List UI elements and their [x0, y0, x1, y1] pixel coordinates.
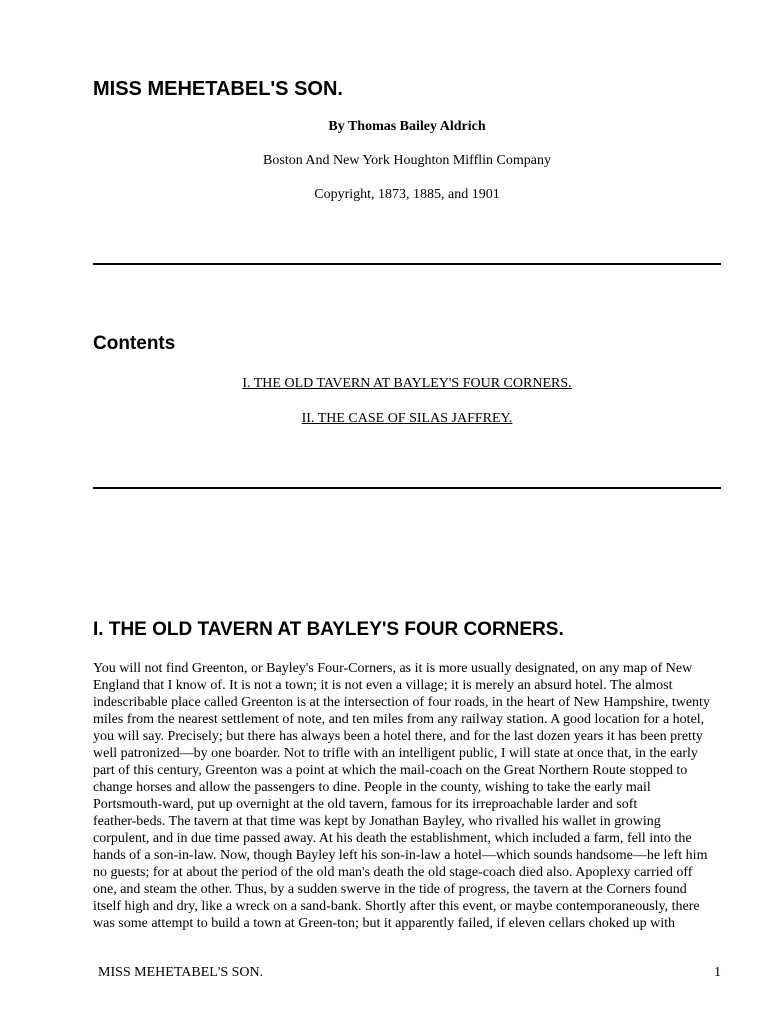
text-line: Portsmouth-ward, put up overnight at the old tavern, famous for its irreproachable larder and soft [93, 797, 638, 812]
publisher-line: Boston And New York Houghton Mifflin Company [263, 153, 551, 168]
author-byline: By Thomas Bailey Aldrich [328, 119, 486, 134]
text-line: change horses and allow the passengers to dine. People in the county, wishing to take the early mail [93, 780, 651, 795]
horizontal-divider [93, 487, 721, 489]
text-line: well patronized—by one boarder. Not to trifle with an intelligent public, I will state at once that, in the early [93, 746, 698, 761]
text-line: no guests; for at about the period of the old man's death the old stage-coach died also. Apoplexy carried off [93, 865, 693, 880]
text-line: was some attempt to build a town at Green-ton; but it apparently failed, if eleven cellars choked up with [93, 916, 675, 931]
text-line: itself high and dry, like a wreck on a sand-bank. Shortly after this event, or maybe contemporaneously, there [93, 899, 700, 914]
text-line: part of this century, Greenton was a point at which the mail-coach on the Great Northern Route stopped to [93, 763, 688, 778]
text-line: indescribable place called Greenton is at the intersection of four roads, in the heart of New Hampshire, twenty [93, 695, 710, 710]
toc-entry [93, 410, 721, 428]
text-line: one, and steam the other. Thus, by a sudden swerve in the tide of progress, the tavern at the Corners found [93, 882, 687, 897]
chapter-heading: I. THE OLD TAVERN AT BAYLEY'S FOUR CORNERS. [93, 619, 564, 640]
text-line: hands of a son-in-law. Now, though Bayley left his son-in-law a hotel—which sounds handsome—he left him [93, 848, 708, 863]
horizontal-divider [93, 263, 721, 265]
text-line: you will say. Precisely; but there has always been a hotel there, and for the last dozen years it has been pretty [93, 729, 703, 744]
text-line: You will not find Greenton, or Bayley's Four-Corners, as it is more usually designated, on any map of New [93, 661, 693, 676]
text-line: England that I know of. It is not a town; it is not even a village; it is merely an absurd hotel. The almost [93, 678, 673, 693]
toc-link-chapter-1[interactable]: I. THE OLD TAVERN AT BAYLEY'S FOUR CORNERS. [242, 376, 572, 391]
page-number: 1 [714, 965, 721, 980]
toc-entry [93, 375, 721, 393]
copyright-line: Copyright, 1873, 1885, and 1901 [314, 187, 500, 202]
contents-heading: Contents [93, 333, 176, 354]
running-footer-title: MISS MEHETABEL'S SON. [98, 965, 264, 980]
text-line: corpulent, and in due time passed away. At his death the establishment, which included a farm, fell into the [93, 831, 692, 846]
document-title: MISS MEHETABEL'S SON. [93, 78, 343, 100]
text-line: miles from the nearest settlement of note, and ten miles from any railway station. A good location for a hotel, [93, 712, 705, 727]
toc-link-chapter-2[interactable]: II. THE CASE OF SILAS JAFFREY. [301, 411, 513, 426]
chapter-paragraph [93, 660, 727, 932]
text-line: feather-beds. The tavern at that time was kept by Jonathan Bayley, who rivalled his wallet in growing [93, 814, 661, 829]
